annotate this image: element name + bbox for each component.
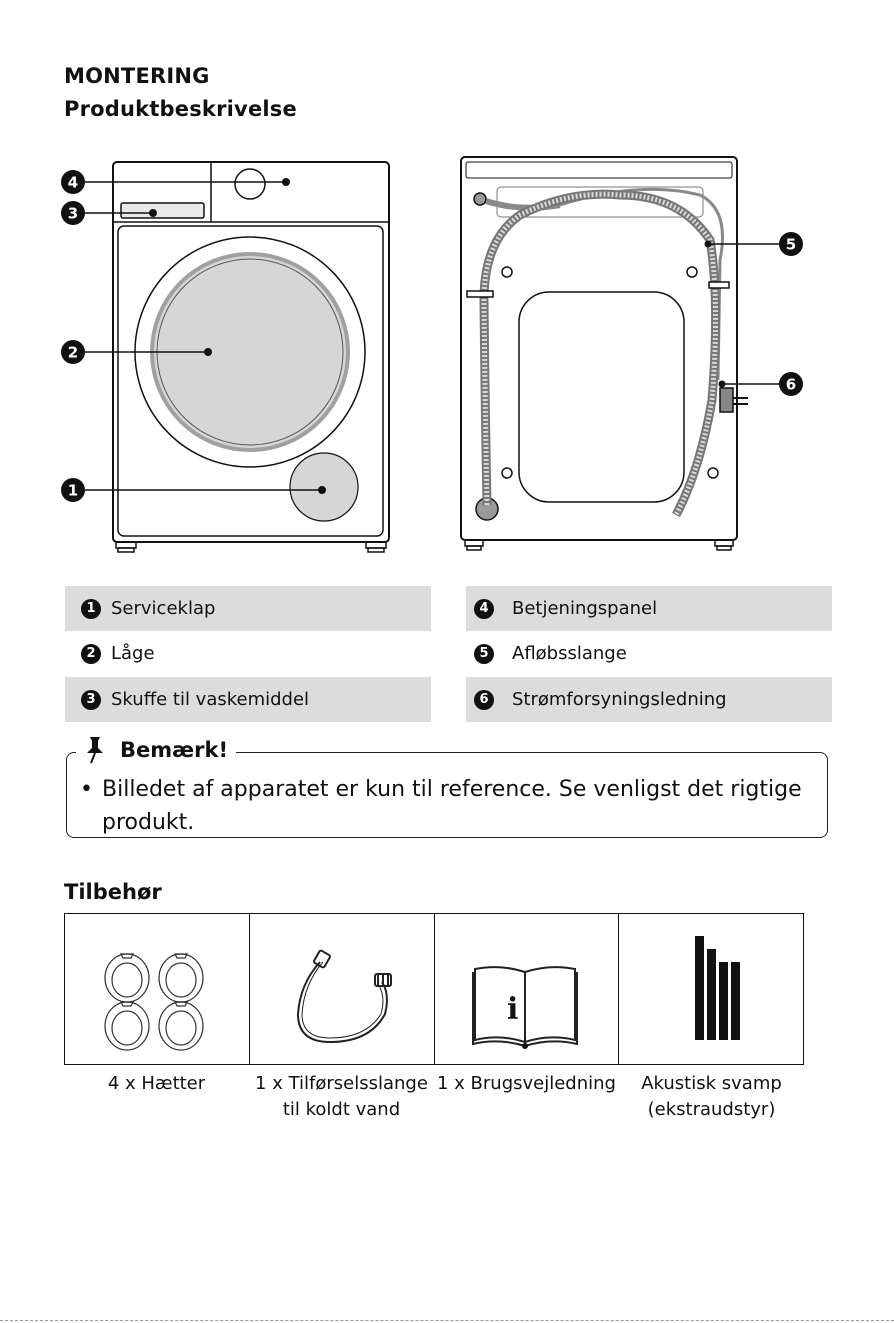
pushpin-icon (82, 735, 108, 765)
accessories-table (64, 913, 804, 1065)
legend-badge: 4 (474, 599, 494, 619)
callout-badge-4 (61, 170, 85, 194)
note-body: Billedet af apparatet er kun til reference. Se venligst det rigtige produkt. (102, 777, 802, 835)
legend-item-3 (65, 677, 431, 722)
svg-text:3: 3 (67, 204, 79, 223)
legend-item-6 (466, 677, 832, 722)
note-text (80, 773, 810, 839)
callout-badge-3 (61, 201, 85, 225)
callout-badge-5 (779, 232, 803, 256)
svg-text:i: i (506, 992, 518, 1027)
product-illustration (0, 0, 894, 580)
svg-text:5: 5 (785, 235, 797, 254)
legend-badge: 6 (474, 690, 494, 710)
section-title: MONTERING (64, 64, 210, 88)
svg-text:6: 6 (785, 375, 797, 394)
subsection-title: Produktbeskrivelse (64, 97, 297, 121)
accessories-title: Tilbehør (64, 880, 162, 904)
legend-label: Strømforsyningsledning (512, 689, 727, 710)
legend-item-4 (466, 586, 832, 631)
hose-icon (250, 914, 434, 1064)
legend-label: Afløbsslange (512, 643, 627, 664)
manual-icon (435, 914, 619, 1064)
legend-badge: 5 (474, 644, 494, 664)
svg-text:1: 1 (67, 481, 79, 500)
accessory-caps (65, 914, 250, 1064)
legend-badge: 3 (81, 690, 101, 710)
accessory-hose (250, 914, 435, 1064)
sponge-icon (619, 914, 803, 1064)
svg-text:2: 2 (67, 343, 79, 362)
accessory-caption-hose: 1 x Tilførselsslange til koldt vand (255, 1073, 428, 1120)
callout-badge-1 (61, 478, 85, 502)
accessory-sponge (619, 914, 803, 1064)
legend-label: Låge (111, 643, 155, 664)
note-header (76, 735, 236, 765)
washer-front-view (113, 162, 389, 552)
accessory-caption-caps: 4 x Hætter (107, 1073, 206, 1094)
callout-badge-2 (61, 340, 85, 364)
legend-label: Skuffe til vaskemiddel (111, 689, 310, 710)
page-bottom-divider (0, 1320, 894, 1321)
legend-item-5 (466, 631, 832, 676)
note-title: Bemærk! (120, 738, 229, 762)
caps-icon (65, 914, 249, 1064)
legend-item-1 (65, 586, 431, 631)
legend-badge: 2 (81, 644, 101, 664)
washer-back-view (461, 157, 748, 550)
accessory-caption-sponge: Akustisk svamp (ekstraudstyr) (641, 1073, 782, 1120)
svg-text:4: 4 (67, 173, 79, 192)
legend-label: Serviceklap (111, 598, 216, 619)
accessory-manual (435, 914, 620, 1064)
legend-item-2 (65, 631, 431, 676)
note-bullet: • (80, 777, 93, 802)
callout-badge-6 (779, 372, 803, 396)
accessory-caption-manual: 1 x Brugsvejledning (437, 1073, 616, 1094)
legend-label: Betjeningspanel (512, 598, 658, 619)
legend-badge: 1 (81, 599, 101, 619)
